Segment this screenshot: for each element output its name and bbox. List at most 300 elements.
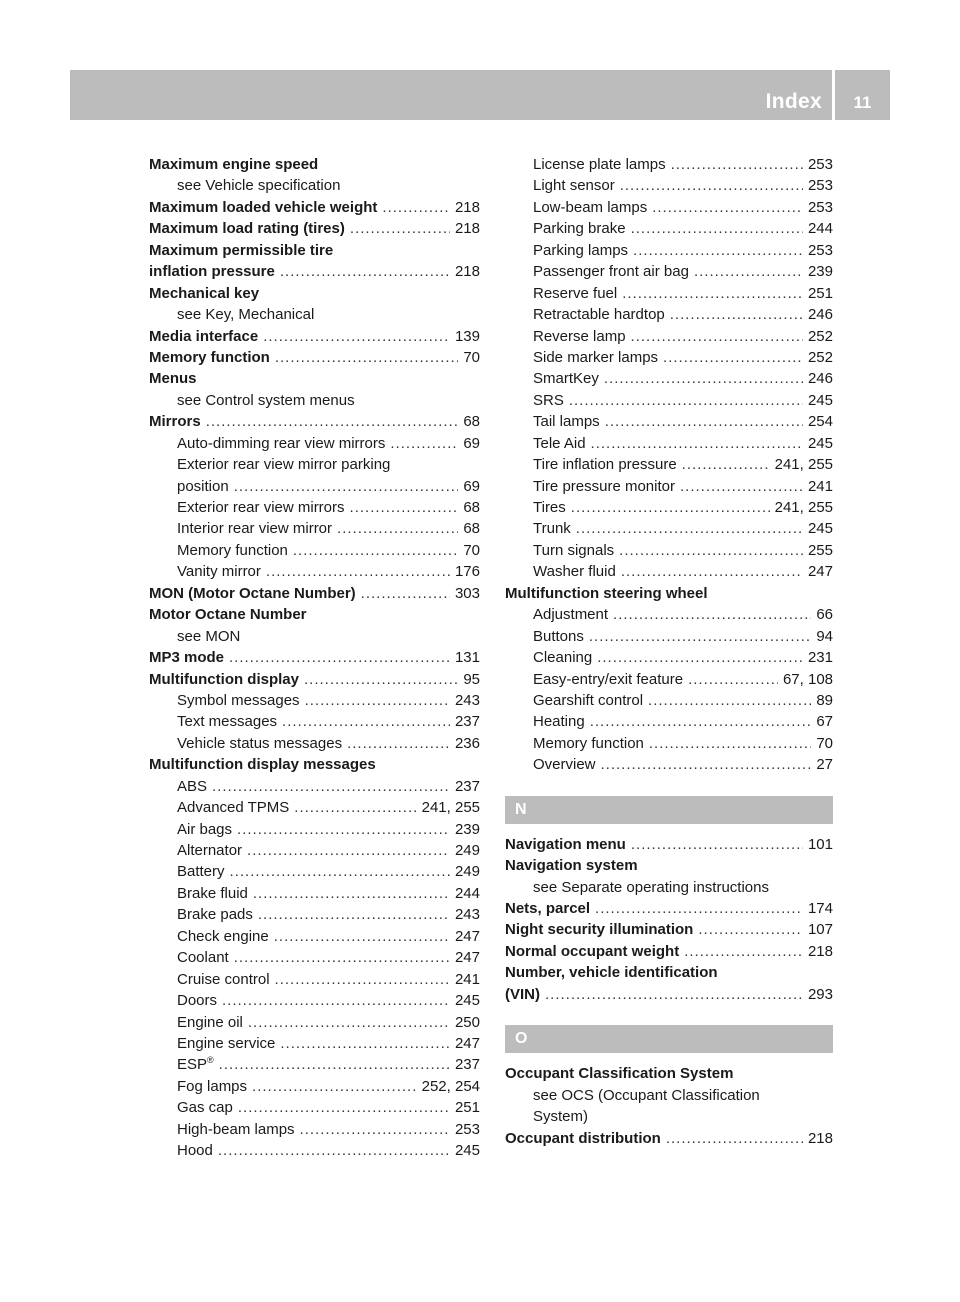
index-subentry [505, 197, 833, 218]
page-reference: 252 [807, 327, 833, 345]
dot-leader [258, 904, 450, 925]
entry-text: Battery [177, 863, 225, 881]
dot-leader [666, 1128, 803, 1149]
entry-text: Interior rear view mirror [177, 520, 333, 538]
dot-leader [263, 326, 450, 347]
entry-text: see Key, Mechanical [177, 306, 315, 324]
index-subentry [149, 454, 480, 475]
entry-text: Air bags [177, 820, 233, 838]
entry-text: System) [533, 1108, 589, 1126]
index-subentry [149, 776, 480, 797]
page-reference: 176 [454, 563, 480, 581]
entry-text: Passenger front air bag [533, 263, 689, 281]
index-entry [149, 283, 480, 304]
entry-text: Alternator [177, 842, 243, 859]
index-subentry [505, 261, 833, 282]
index-subentry [149, 840, 480, 861]
index-entry [149, 240, 480, 261]
dot-leader [218, 1140, 450, 1161]
index-entry [505, 583, 833, 604]
dot-leader [622, 283, 803, 304]
entry-text: Occupant Classification System [505, 1065, 734, 1083]
dot-leader [631, 218, 803, 239]
index-entry [149, 261, 480, 282]
entry-text: SmartKey [533, 370, 599, 388]
dot-leader [266, 561, 450, 582]
index-entry [505, 834, 833, 855]
dot-leader [652, 197, 803, 218]
page-reference: 246 [807, 306, 833, 324]
page-reference: 245 [807, 391, 833, 409]
dot-leader [605, 411, 803, 432]
index-entry [505, 1063, 833, 1084]
entry-text: see OCS (Occupant Classification [533, 1086, 760, 1104]
entry-text: Maximum permissible tire [149, 241, 334, 259]
index-subentry [149, 540, 480, 561]
page-reference: 252, 254 [421, 1077, 480, 1095]
entry-text: Multifunction display messages [149, 756, 376, 774]
index-subentry [505, 518, 833, 539]
entry-text: Vehicle status messages [177, 734, 343, 752]
index-subentry [505, 1085, 833, 1106]
entry-text: Hood [177, 1142, 213, 1160]
page-reference: 68 [463, 520, 480, 538]
index-subentry [505, 390, 833, 411]
dot-leader [688, 669, 778, 690]
index-entry [505, 962, 833, 983]
dot-leader [304, 669, 458, 690]
index-subentry [149, 690, 480, 711]
entry-text: Trunk [533, 520, 571, 538]
dot-leader [601, 754, 812, 775]
dot-leader [670, 304, 803, 325]
entry-text: Maximum engine speed [149, 156, 319, 173]
page-reference: 247 [454, 1034, 480, 1052]
entry-text: Mirrors [149, 413, 201, 431]
index-subentry [149, 733, 480, 754]
page-reference: 131 [454, 649, 480, 667]
entry-text: Advanced TPMS [177, 799, 290, 817]
dot-leader [280, 1033, 450, 1054]
page-reference: 255 [807, 541, 833, 559]
index-entry [505, 941, 833, 962]
entry-text: Menus [149, 370, 197, 388]
page-reference: 244 [807, 220, 833, 238]
page-reference: 247 [807, 563, 833, 581]
dot-leader [698, 919, 803, 940]
entry-text: License plate lamps [533, 156, 666, 173]
dot-leader [590, 711, 812, 732]
dot-leader [237, 819, 450, 840]
index-subentry [149, 904, 480, 925]
entry-text: Maximum load rating (tires) [149, 220, 345, 238]
index-subentry [149, 1119, 480, 1140]
index-entry [149, 347, 480, 368]
dot-leader [382, 197, 450, 218]
index-subentry [149, 497, 480, 518]
index-entry [149, 154, 480, 175]
dot-leader [305, 690, 450, 711]
index-entry [149, 197, 480, 218]
entry-text: Check engine [177, 927, 269, 945]
index-subentry [149, 304, 480, 325]
page-reference: 247 [454, 949, 480, 967]
page-reference: 241, 255 [774, 499, 833, 516]
index-subentry [505, 304, 833, 325]
dot-leader [682, 454, 770, 475]
page-reference: 69 [463, 477, 480, 495]
index-subentry [505, 690, 833, 711]
dot-leader [589, 626, 811, 647]
page-reference: 174 [807, 900, 833, 917]
dot-leader [248, 1012, 450, 1033]
dot-leader [252, 1076, 417, 1097]
page-reference: 239 [454, 820, 480, 838]
page-reference: 67 [816, 713, 833, 731]
entry-text: MON (Motor Octane Number) [149, 584, 356, 602]
page-reference: 218 [807, 1129, 833, 1147]
index-column-right [505, 154, 833, 1149]
dot-leader [275, 969, 450, 990]
dot-leader [648, 690, 811, 711]
entry-text: Normal occupant weight [505, 942, 680, 960]
index-subentry [149, 797, 480, 818]
dot-leader [238, 1097, 450, 1118]
entry-text: Parking lamps [533, 241, 629, 259]
section-header-n: N [505, 796, 833, 824]
index-subentry [505, 754, 833, 775]
dot-leader [591, 433, 803, 454]
index-subentry [149, 390, 480, 411]
index-subentry [505, 433, 833, 454]
page-reference: 237 [454, 1056, 480, 1074]
entry-text: Memory function [149, 348, 270, 366]
index-subentry [149, 883, 480, 904]
dot-leader [247, 840, 450, 861]
dot-leader [619, 540, 803, 561]
page-reference: 237 [454, 713, 480, 731]
page-reference: 68 [463, 413, 480, 431]
index-subentry [505, 240, 833, 261]
entry-text: Engine service [177, 1034, 276, 1052]
dot-leader [230, 861, 450, 882]
entry-text: Reverse lamp [533, 327, 626, 345]
entry-text: Exterior rear view mirrors [177, 499, 345, 516]
index-subentry [149, 990, 480, 1011]
index-subentry [149, 626, 480, 647]
dot-leader [649, 733, 811, 754]
page-reference: 253 [807, 177, 833, 195]
entry-text: Multifunction steering wheel [505, 584, 708, 602]
entry-text: Buttons [533, 627, 584, 645]
dot-leader [633, 240, 803, 261]
index-column-left [149, 154, 480, 1162]
entry-text: Exterior rear view mirror parking [177, 456, 391, 474]
index-subentry [149, 1054, 480, 1075]
page-reference: 247 [454, 927, 480, 945]
dot-leader [234, 947, 450, 968]
entry-text: Overview [533, 756, 596, 774]
page-reference: 293 [807, 985, 833, 1003]
dot-leader [206, 411, 459, 432]
dot-leader [576, 518, 803, 539]
entry-text: Cleaning [533, 649, 593, 667]
entry-text: Multifunction display [149, 670, 299, 688]
index-subentry [505, 411, 833, 432]
entry-text: Mechanical key [149, 284, 260, 302]
index-subentry [505, 1106, 833, 1127]
index-subentry [149, 926, 480, 947]
entry-text: High-beam lamps [177, 1120, 295, 1138]
index-entry [149, 583, 480, 604]
index-entry [149, 754, 480, 775]
page-reference: 218 [454, 198, 480, 216]
dot-leader [680, 476, 803, 497]
dot-leader [684, 941, 803, 962]
index-subentry [149, 1076, 480, 1097]
section-header-o: O [505, 1025, 833, 1053]
index-subentry [149, 861, 480, 882]
entry-text: Coolant [177, 949, 229, 967]
dot-leader [347, 733, 450, 754]
dot-leader [300, 1119, 450, 1140]
entry-text: Tele Aid [533, 434, 586, 452]
entry-text: Symbol messages [177, 691, 300, 709]
index-subentry [505, 326, 833, 347]
dot-leader [229, 647, 450, 668]
page-reference: 241 [807, 477, 833, 495]
index-subentry [505, 604, 833, 625]
index-subentry [505, 218, 833, 239]
index-entry [149, 604, 480, 625]
page-reference: 249 [454, 863, 480, 881]
index-subentry [149, 175, 480, 196]
entry-text: Navigation menu [505, 835, 626, 853]
page-reference: 94 [816, 627, 833, 645]
entry-text: Occupant distribution [505, 1129, 661, 1147]
dot-leader [545, 984, 803, 1005]
page-reference: 239 [807, 263, 833, 281]
page-reference: 218 [454, 220, 480, 238]
entry-text: Engine oil [177, 1013, 243, 1031]
entry-text: Motor Octane Number [149, 606, 307, 624]
index-entry [149, 368, 480, 389]
page-reference: 67, 108 [782, 670, 833, 688]
entry-text: Vanity mirror [177, 563, 261, 581]
page-reference: 245 [807, 520, 833, 538]
dot-leader [361, 583, 450, 604]
dot-leader [212, 776, 450, 797]
page-reference: 252 [807, 348, 833, 366]
index-subentry [149, 1097, 480, 1118]
entry-text: Easy-entry/exit feature [533, 670, 684, 688]
entry-text: Cruise control [177, 970, 270, 988]
entry-text: Side marker lamps [533, 348, 659, 366]
index-subentry [505, 733, 833, 754]
page-reference: 66 [816, 606, 833, 624]
page-reference: 68 [463, 499, 480, 516]
entry-text: MP3 mode [149, 649, 225, 667]
index-subentry [505, 347, 833, 368]
index-subentry [149, 1033, 480, 1054]
entry-text: Nets, parcel [505, 900, 591, 917]
page-reference: 253 [807, 241, 833, 259]
index-subentry [505, 626, 833, 647]
entry-text: Doors [177, 992, 218, 1010]
dot-leader [350, 497, 459, 518]
index-entry [505, 919, 833, 940]
page-reference: 253 [807, 156, 833, 173]
index-subentry [505, 669, 833, 690]
entry-text: position [177, 477, 229, 495]
page-reference: 253 [807, 198, 833, 216]
page-reference: 243 [454, 691, 480, 709]
entry-text: Turn signals [533, 541, 615, 559]
page-reference: 253 [454, 1120, 480, 1138]
dot-leader [282, 711, 450, 732]
page-reference: 251 [454, 1099, 480, 1117]
dot-leader [219, 1054, 450, 1075]
entry-text: Media interface [149, 327, 259, 345]
entry-text: see Control system menus [177, 391, 355, 409]
entry-text: ABS [177, 777, 208, 795]
dot-leader [571, 497, 770, 518]
dot-leader [671, 154, 803, 175]
index-subentry [149, 947, 480, 968]
page-reference: 107 [807, 921, 833, 939]
entry-text: Memory function [177, 541, 288, 559]
entry-text: Fog lamps [177, 1077, 248, 1095]
entry-text: Gas cap [177, 1099, 233, 1117]
entry-text: ESP® [177, 1055, 214, 1074]
entry-text: Maximum loaded vehicle weight [149, 198, 378, 216]
index-entry [505, 855, 833, 876]
entry-text: Brake fluid [177, 884, 248, 902]
page-reference: 101 [807, 835, 833, 853]
index-entry [149, 647, 480, 668]
entry-text: Number, vehicle identification [505, 964, 718, 982]
dot-leader [621, 561, 803, 582]
entry-text: Tire inflation pressure [533, 456, 677, 474]
index-subentry [505, 647, 833, 668]
index-subentry [149, 969, 480, 990]
entry-text: Adjustment [533, 606, 609, 624]
page-reference: 237 [454, 777, 480, 795]
dot-leader [597, 647, 803, 668]
index-entry [149, 218, 480, 239]
entry-text: Parking brake [533, 220, 626, 238]
index-entry [505, 898, 833, 919]
page-reference: 254 [807, 413, 833, 431]
dot-leader [222, 990, 450, 1011]
dot-leader [234, 476, 459, 497]
page-reference: 241, 255 [421, 799, 480, 817]
entry-text: Tire pressure monitor [533, 477, 675, 495]
entry-text: Tires [533, 499, 566, 516]
page-reference: 303 [454, 584, 480, 602]
page-reference: 250 [454, 1013, 480, 1031]
page-reference: 241 [454, 970, 480, 988]
page-reference: 70 [816, 734, 833, 752]
page-reference: 139 [454, 327, 480, 345]
page-reference: 218 [807, 942, 833, 960]
index-subentry [505, 368, 833, 389]
index-subentry [505, 540, 833, 561]
dot-leader [253, 883, 450, 904]
index-subentry [505, 877, 833, 898]
page-reference: 89 [816, 691, 833, 709]
entry-text: Text messages [177, 713, 278, 731]
dot-leader [350, 218, 450, 239]
dot-leader [604, 368, 803, 389]
index-subentry [505, 561, 833, 582]
page-reference: 236 [454, 734, 480, 752]
index-subentry [149, 1140, 480, 1161]
dot-leader [663, 347, 803, 368]
entry-text: Auto-dimming rear view mirrors [177, 434, 386, 452]
entry-text: Navigation system [505, 857, 638, 875]
entry-text: Washer fluid [533, 563, 616, 581]
entry-text: Retractable hardtop [533, 306, 665, 324]
index-entry [149, 669, 480, 690]
page-reference: 251 [807, 284, 833, 302]
entry-text: Brake pads [177, 906, 253, 924]
entry-text: inflation pressure [149, 263, 275, 281]
page-reference: 69 [463, 434, 480, 452]
dot-leader [569, 390, 803, 411]
dot-leader [280, 261, 450, 282]
dot-leader [620, 175, 803, 196]
page-reference: 231 [807, 649, 833, 667]
page-number: 11 [853, 93, 872, 112]
index-entry [149, 411, 480, 432]
index-subentry [149, 711, 480, 732]
index-subentry [505, 497, 833, 518]
index-subentry [505, 476, 833, 497]
entry-text: Gearshift control [533, 691, 644, 709]
dot-leader [694, 261, 803, 282]
dot-leader [337, 518, 458, 539]
entry-text: see Separate operating instructions [533, 878, 769, 896]
entry-text: Light sensor [533, 177, 615, 195]
entry-text: Heating [533, 713, 585, 731]
dot-leader [631, 834, 803, 855]
page-reference: 243 [454, 906, 480, 924]
page-reference: 95 [463, 670, 480, 688]
dot-leader [631, 326, 803, 347]
index-subentry [505, 711, 833, 732]
dot-leader [390, 433, 458, 454]
entry-text: Night security illumination [505, 921, 694, 939]
page-header-bar [70, 70, 890, 120]
dot-leader [613, 604, 811, 625]
entry-text: see Vehicle specification [177, 177, 341, 195]
page-reference: 245 [807, 434, 833, 452]
entry-text: see MON [177, 627, 241, 645]
index-subentry [505, 454, 833, 475]
entry-text: Tail lamps [533, 413, 600, 431]
index-entry [505, 984, 833, 1005]
page-reference: 245 [454, 992, 480, 1010]
index-entry [149, 326, 480, 347]
index-subentry [505, 175, 833, 196]
dot-leader [595, 898, 803, 919]
index-entry [505, 1128, 833, 1149]
entry-text: SRS [533, 391, 564, 409]
header-title: Index [765, 90, 822, 113]
entry-text: Reserve fuel [533, 284, 618, 302]
dot-leader [293, 540, 458, 561]
